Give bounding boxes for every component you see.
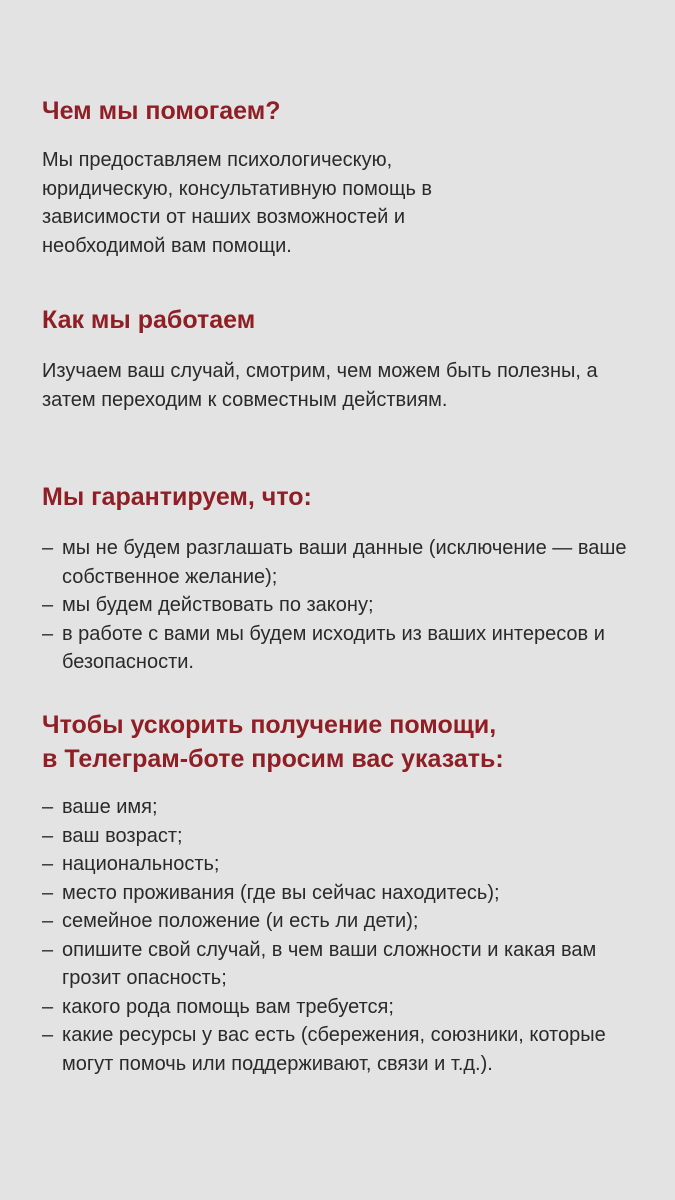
- list-item-text: опишите свой случай, в чем ваши сложности и какая вам грозит опасность;: [62, 938, 597, 989]
- list-dash: –: [42, 938, 54, 961]
- request-heading: [42, 708, 635, 776]
- list-item-text: какие ресурсы у вас есть (сбережения, союзники, которые могут помочь или поддерживают, связи и т.д.).: [62, 1024, 606, 1075]
- list-item-text: ваше имя;: [62, 796, 158, 818]
- guarantee-list: [42, 534, 635, 677]
- guarantee-heading: Мы гарантируем, что:: [42, 483, 312, 511]
- list-item: [42, 793, 635, 822]
- list-dash: –: [42, 853, 54, 875]
- list-item: [42, 850, 635, 879]
- list-dash: –: [42, 910, 54, 932]
- list-item: [42, 1021, 635, 1078]
- list-dash: –: [42, 881, 54, 904]
- request-heading-line-2: в Телеграм-боте просим вас указать:: [42, 745, 504, 773]
- list-item: [42, 591, 635, 620]
- list-item: [42, 620, 635, 677]
- list-item: [42, 822, 635, 851]
- request-list: [42, 793, 635, 1078]
- list-item: [42, 936, 635, 993]
- list-item: [42, 534, 635, 591]
- list-item-text: семейное положение (и есть ли дети);: [62, 910, 419, 932]
- work-text: Изучаем ваш случай, смотрим, чем можем быть полезны, а затем переходим к совместным действиям.: [42, 360, 598, 411]
- list-item: [42, 907, 635, 936]
- list-item-text: ваш возраст;: [62, 824, 183, 847]
- list-dash: –: [42, 594, 54, 616]
- help-text: Мы предоставляем психологическую, юридическую, консультативную помощь в зависимости от наших возможностей и необходимой вам помощи.: [42, 149, 433, 257]
- list-item-text: какого рода помощь вам требуется;: [62, 995, 394, 1018]
- list-item: [42, 993, 635, 1022]
- list-item-text: в работе с вами мы будем исходить из ваших интересов и безопасности.: [62, 622, 605, 673]
- list-item-text: национальность;: [62, 853, 220, 875]
- list-dash: –: [42, 824, 54, 847]
- list-dash: –: [42, 995, 54, 1018]
- help-heading: Чем мы помогаем?: [42, 97, 281, 125]
- list-dash: –: [42, 622, 54, 645]
- list-dash: –: [42, 1024, 54, 1046]
- list-item-text: мы будем действовать по закону;: [62, 594, 374, 616]
- list-dash: –: [42, 796, 54, 818]
- list-item-text: мы не будем разглашать ваши данные (исключение — ваше собственное желание);: [62, 537, 627, 588]
- list-item: [42, 879, 635, 908]
- work-heading: Как мы работаем: [42, 306, 256, 334]
- list-dash: –: [42, 537, 54, 559]
- list-item-text: место проживания (где вы сейчас находитесь);: [62, 881, 500, 904]
- request-heading-line-1: Чтобы ускорить получение помощи,: [42, 711, 497, 739]
